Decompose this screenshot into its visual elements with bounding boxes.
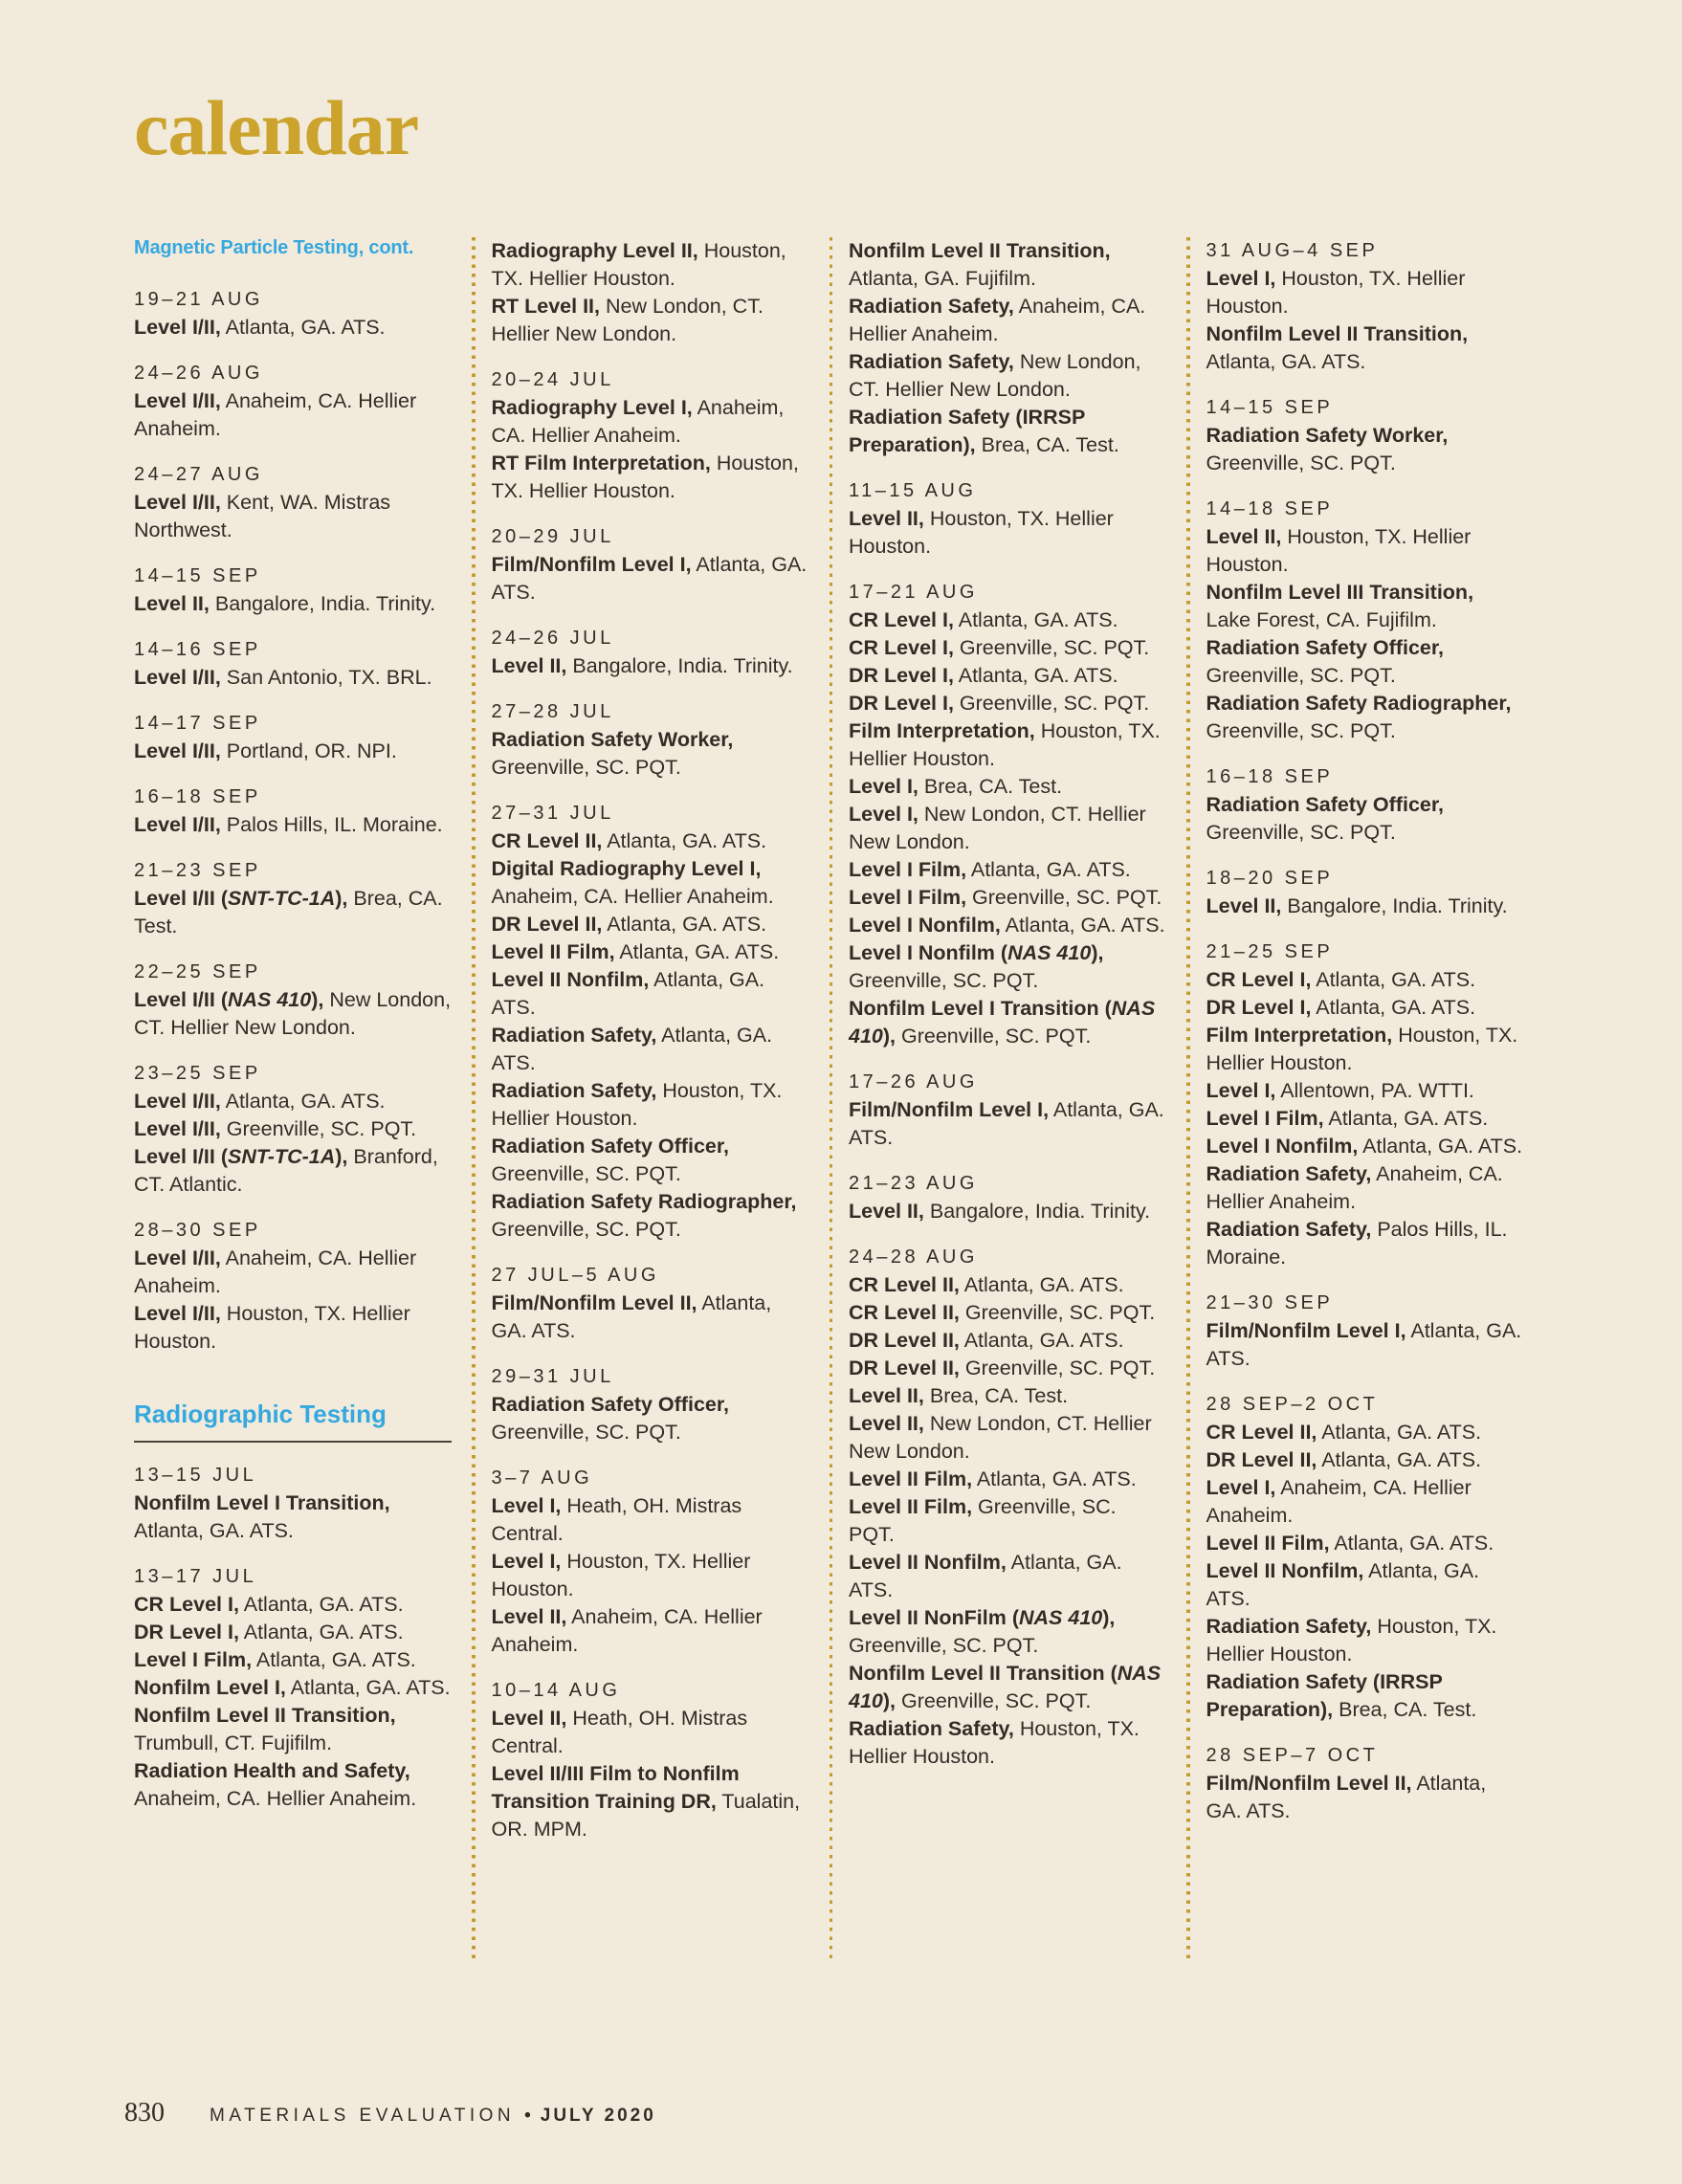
event-date: 13–17 JUL [134, 1566, 257, 1587]
event-group [134, 783, 452, 839]
event-item: Level I Film, Atlanta, GA. ATS. [134, 1648, 416, 1671]
event-item: Radiation Safety (IRRSP Preparation), Brea, CA. Test. [1206, 1670, 1477, 1721]
event-item: CR Level I, Atlanta, GA. ATS. [849, 608, 1118, 631]
event-date: 21–25 SEP [1206, 941, 1334, 962]
event-date: 14–17 SEP [134, 713, 261, 734]
event-item: Radiation Safety, Atlanta, GA. ATS. [491, 1024, 773, 1074]
event-date: 13–15 JUL [134, 1465, 257, 1486]
event-group [492, 366, 809, 505]
event-date: 21–23 SEP [134, 860, 261, 881]
event-item: Level I/II, Greenville, SC. PQT. [134, 1117, 417, 1140]
event-item: Level I/II (SNT-TC-1A), Brea, CA. Test. [134, 887, 443, 938]
event-item: CR Level II, Atlanta, GA. ATS. [491, 829, 767, 852]
event-date: 17–21 AUG [849, 582, 978, 603]
calendar-columns [134, 237, 1567, 1964]
event-item: Level I, Heath, OH. Mistras Central. [491, 1494, 742, 1545]
column-divider-dotted [472, 237, 476, 1964]
event-date: 22–25 SEP [134, 961, 261, 982]
page-title: calendar [134, 83, 419, 171]
event-item: Level I Nonfilm (NAS 410), Greenville, SC. PQT. [849, 941, 1104, 992]
event-item: Level II, New London, CT. Hellier New London. [849, 1412, 1152, 1463]
event-date: 28 SEP–2 OCT [1206, 1394, 1379, 1415]
event-item: DR Level I, Atlanta, GA. ATS. [1206, 996, 1476, 1019]
event-item: Level I/II (SNT-TC-1A), Branford, CT. Atlantic. [134, 1145, 438, 1196]
event-date: 23–25 SEP [134, 1063, 261, 1084]
event-item: Nonfilm Level II Transition, Trumbull, CT. Fujifilm. [134, 1704, 396, 1754]
event-date: 10–14 AUG [491, 1680, 621, 1701]
event-item: Radiation Safety Radiographer, Greenville, SC. PQT. [1206, 692, 1512, 742]
event-date: 14–15 SEP [134, 565, 261, 586]
footer-bullet: • [524, 2106, 531, 2126]
event-date: 24–26 AUG [134, 363, 263, 384]
event-group [1206, 1742, 1524, 1825]
event-item: Radiation Safety, Anaheim, CA. Hellier Anaheim. [849, 295, 1146, 345]
event-item: Level II Film, Atlanta, GA. ATS. [1206, 1532, 1494, 1555]
event-group [492, 1677, 809, 1843]
event-group [134, 959, 452, 1042]
event-item: Level I, Allentown, PA. WTTI. [1206, 1079, 1474, 1102]
event-item: Level II Nonfilm, Atlanta, GA. ATS. [1206, 1559, 1480, 1610]
event-item: Level I Film, Atlanta, GA. ATS. [849, 858, 1131, 881]
event-group [492, 1465, 809, 1659]
column-divider-dotted [830, 237, 833, 1964]
event-item: Level I Film, Greenville, SC. PQT. [849, 886, 1162, 909]
event-item: DR Level I, Atlanta, GA. ATS. [849, 664, 1118, 687]
event-item: DR Level II, Atlanta, GA. ATS. [491, 913, 767, 936]
event-group [134, 563, 452, 618]
column-divider-dotted [1186, 237, 1190, 1964]
event-date: 21–23 AUG [849, 1173, 978, 1194]
event-item: Radiation Safety Worker, Greenville, SC. PQT. [1206, 424, 1449, 474]
event-item: CR Level II, Greenville, SC. PQT. [849, 1301, 1156, 1324]
event-item: Level II, Anaheim, CA. Hellier Anaheim. [491, 1605, 763, 1656]
event-item: Film Interpretation, Houston, TX. Hellier Houston. [849, 719, 1161, 770]
event-date: 17–26 AUG [849, 1071, 978, 1092]
event-item: Level I Film, Atlanta, GA. ATS. [1206, 1107, 1489, 1130]
event-item: Level II Film, Greenville, SC. PQT. [849, 1495, 1117, 1546]
event-group [849, 1244, 1166, 1771]
event-item: Radiation Safety Officer, Greenville, SC. PQT. [491, 1393, 730, 1444]
event-item: Level I, Brea, CA. Test. [849, 775, 1063, 798]
event-date: 19–21 AUG [134, 289, 263, 310]
event-item: CR Level II, Atlanta, GA. ATS. [849, 1273, 1124, 1296]
event-item: CR Level I, Atlanta, GA. ATS. [1206, 968, 1476, 991]
event-group [1206, 496, 1524, 745]
event-date: 14–16 SEP [134, 639, 261, 660]
event-item: Nonfilm Level III Transition, Lake Forest, CA. Fujifilm. [1206, 581, 1474, 631]
page-number: 830 [124, 2098, 165, 2128]
event-date: 24–27 AUG [134, 464, 263, 485]
event-group [492, 698, 809, 782]
event-item: Nonfilm Level II Transition, Atlanta, GA. ATS. [1206, 322, 1469, 373]
event-item: Level I/II, San Antonio, TX. BRL. [134, 666, 432, 689]
event-group [134, 857, 452, 940]
event-item: Film/Nonfilm Level II, Atlanta, GA. ATS. [491, 1291, 772, 1342]
event-group [134, 360, 452, 443]
event-item: Radiation Health and Safety, Anaheim, CA. Hellier Anaheim. [134, 1759, 417, 1810]
event-date: 14–18 SEP [1206, 498, 1334, 519]
event-group [1206, 938, 1524, 1271]
event-item: Radiation Safety, Palos Hills, IL. Moraine. [1206, 1218, 1508, 1268]
event-date: 24–28 AUG [849, 1246, 978, 1268]
event-group [1206, 394, 1524, 477]
event-item: Nonfilm Level I Transition (NAS 410), Greenville, SC. PQT. [849, 997, 1156, 1048]
page-footer [124, 2098, 656, 2129]
event-item: Nonfilm Level II Transition, Atlanta, GA. Fujifilm. [849, 239, 1111, 290]
event-group [1206, 237, 1524, 376]
calendar-column [849, 237, 1166, 1964]
event-item: Radiation Safety Officer, Greenville, SC. PQT. [1206, 636, 1445, 687]
event-item: Radiation Safety Worker, Greenville, SC. PQT. [491, 728, 734, 779]
section-heading: Radiographic Testing [134, 1400, 452, 1443]
event-date: 28–30 SEP [134, 1220, 261, 1241]
event-item: Radiation Safety (IRRSP Preparation), Brea, CA. Test. [849, 406, 1119, 456]
event-item: Radiation Safety Officer, Greenville, SC. PQT. [491, 1135, 730, 1185]
event-item: Level I Nonfilm, Atlanta, GA. ATS. [1206, 1135, 1523, 1158]
event-group [1206, 1290, 1524, 1373]
event-item: Level II Nonfilm, Atlanta, GA. ATS. [849, 1551, 1122, 1601]
event-item: Level II Nonfilm, Atlanta, GA. ATS. [491, 968, 765, 1019]
event-date: 14–15 SEP [1206, 397, 1334, 418]
event-group [1206, 1391, 1524, 1724]
event-date: 18–20 SEP [1206, 868, 1334, 889]
event-item: Level II Film, Atlanta, GA. ATS. [849, 1467, 1137, 1490]
event-item: Level II, Houston, TX. Hellier Houston. [849, 507, 1114, 558]
event-group [134, 1217, 452, 1356]
event-group [849, 579, 1166, 1050]
event-date: 20–29 JUL [491, 526, 614, 547]
event-item: Digital Radiography Level I, Anaheim, CA. Hellier Anaheim. [491, 857, 774, 908]
event-group [492, 523, 809, 607]
event-item: Level II, Heath, OH. Mistras Central. [491, 1707, 748, 1757]
event-date: 11–15 AUG [849, 480, 977, 501]
event-item: Level I, New London, CT. Hellier New London. [849, 803, 1146, 853]
event-item: DR Level II, Atlanta, GA. ATS. [849, 1329, 1124, 1352]
event-date: 21–30 SEP [1206, 1292, 1334, 1313]
event-item: Radiation Safety, Anaheim, CA. Hellier Anaheim. [1206, 1162, 1503, 1213]
event-group [1206, 865, 1524, 920]
event-item: Film/Nonfilm Level I, Atlanta, GA. ATS. [1206, 1319, 1522, 1370]
event-item: Level I/II, Atlanta, GA. ATS. [134, 316, 386, 339]
event-group [134, 286, 452, 342]
event-item: Radiation Safety, Houston, TX. Hellier Houston. [849, 1717, 1140, 1768]
event-item: Radiation Safety Officer, Greenville, SC. PQT. [1206, 793, 1445, 844]
event-group [849, 1069, 1166, 1152]
event-group [134, 636, 452, 692]
event-group [849, 1170, 1166, 1225]
event-date: 27–28 JUL [491, 701, 614, 722]
event-date: 28 SEP–7 OCT [1206, 1745, 1379, 1766]
event-item: Film Interpretation, Houston, TX. Hellier Houston. [1206, 1024, 1518, 1074]
event-item: Radiography Level II, Houston, TX. Hellier Houston. [491, 239, 786, 290]
event-item: Level I, Houston, TX. Hellier Houston. [1206, 267, 1466, 318]
event-item: Level I/II, Portland, OR. NPI. [134, 739, 397, 762]
event-item: Level I/II, Atlanta, GA. ATS. [134, 1090, 386, 1113]
event-item: Level I/II, Kent, WA. Mistras Northwest. [134, 491, 391, 541]
event-date: 16–18 SEP [134, 786, 261, 807]
event-item: Level I/II, Anaheim, CA. Hellier Anaheim. [134, 1246, 417, 1297]
event-item: Level II, Bangalore, India. Trinity. [849, 1200, 1151, 1223]
event-group [492, 625, 809, 680]
event-item: Level I Nonfilm, Atlanta, GA. ATS. [849, 914, 1165, 937]
event-item: Level I, Anaheim, CA. Hellier Anaheim. [1206, 1476, 1472, 1527]
event-item: DR Level I, Greenville, SC. PQT. [849, 692, 1150, 715]
issue-date: JULY 2020 [540, 2106, 656, 2126]
event-item: DR Level I, Atlanta, GA. ATS. [134, 1621, 404, 1644]
event-group [849, 477, 1166, 561]
event-group [492, 800, 809, 1244]
calendar-column [134, 237, 452, 1964]
event-item: Film/Nonfilm Level I, Atlanta, GA. ATS. [849, 1098, 1164, 1149]
event-item: CR Level I, Atlanta, GA. ATS. [134, 1593, 404, 1616]
event-item: Level I/II, Houston, TX. Hellier Houston. [134, 1302, 410, 1353]
event-group [849, 237, 1166, 459]
event-item: Level II, Bangalore, India. Trinity. [1206, 894, 1508, 917]
event-item: Nonfilm Level I, Atlanta, GA. ATS. [134, 1676, 451, 1699]
event-item: DR Level II, Atlanta, GA. ATS. [1206, 1448, 1482, 1471]
event-item: Level II NonFilm (NAS 410), Greenville, SC. PQT. [849, 1606, 1116, 1657]
event-item: Level II, Brea, CA. Test. [849, 1384, 1069, 1407]
event-item: Level I/II (NAS 410), New London, CT. Hellier New London. [134, 988, 452, 1039]
event-item: Radiography Level I, Anaheim, CA. Hellier Anaheim. [491, 396, 785, 447]
event-item: Level I, Houston, TX. Hellier Houston. [491, 1550, 751, 1600]
event-item: Level I/II, Anaheim, CA. Hellier Anaheim. [134, 389, 417, 440]
event-item: Level II, Houston, TX. Hellier Houston. [1206, 525, 1472, 576]
event-date: 27–31 JUL [491, 803, 614, 824]
event-date: 27 JUL–5 AUG [491, 1265, 659, 1286]
event-date: 3–7 AUG [491, 1467, 593, 1489]
event-item: Level II Film, Atlanta, GA. ATS. [491, 940, 780, 963]
event-date: 16–18 SEP [1206, 766, 1334, 787]
event-group [134, 461, 452, 544]
event-date: 24–26 JUL [491, 628, 614, 649]
event-item: RT Film Interpretation, Houston, TX. Hellier Houston. [491, 452, 799, 502]
event-group [1206, 763, 1524, 847]
event-item: Radiation Safety, Houston, TX. Hellier Houston. [491, 1079, 783, 1130]
calendar-column [492, 237, 809, 1964]
event-date: 20–24 JUL [491, 369, 614, 390]
event-item: DR Level II, Greenville, SC. PQT. [849, 1357, 1156, 1379]
event-item: Film/Nonfilm Level II, Atlanta, GA. ATS. [1206, 1772, 1487, 1822]
event-item: Level II, Bangalore, India. Trinity. [134, 592, 436, 615]
event-group [134, 1462, 452, 1545]
section-heading: Magnetic Particle Testing, cont. [134, 237, 414, 258]
event-item: CR Level I, Greenville, SC. PQT. [849, 636, 1150, 659]
event-item: Nonfilm Level II Transition (NAS 410), Greenville, SC. PQT. [849, 1662, 1162, 1712]
event-group [134, 1563, 452, 1813]
event-item: RT Level II, New London, CT. Hellier New London. [491, 295, 764, 345]
event-item: Film/Nonfilm Level I, Atlanta, GA. ATS. [491, 553, 808, 604]
event-group [492, 1262, 809, 1345]
event-item: Radiation Safety, Houston, TX. Hellier Houston. [1206, 1615, 1497, 1666]
event-group [492, 1363, 809, 1446]
calendar-column [1206, 237, 1524, 1964]
event-date: 29–31 JUL [491, 1366, 614, 1387]
event-item: Level II, Bangalore, India. Trinity. [491, 654, 793, 677]
event-item: Nonfilm Level I Transition, Atlanta, GA. ATS. [134, 1491, 390, 1542]
event-item: CR Level II, Atlanta, GA. ATS. [1206, 1421, 1482, 1444]
event-date: 31 AUG–4 SEP [1206, 240, 1379, 261]
magazine-name: MATERIALS EVALUATION [210, 2106, 516, 2126]
event-group [492, 237, 809, 348]
event-item: Radiation Safety Radiographer, Greenville, SC. PQT. [491, 1190, 797, 1241]
event-group [134, 1060, 452, 1199]
event-group [134, 710, 452, 765]
event-item: Level I/II, Palos Hills, IL. Moraine. [134, 813, 443, 836]
event-item: Radiation Safety, New London, CT. Hellier New London. [849, 350, 1141, 401]
event-item: Level II/III Film to Nonfilm Transition Training DR, Tualatin, OR. MPM. [491, 1762, 801, 1841]
